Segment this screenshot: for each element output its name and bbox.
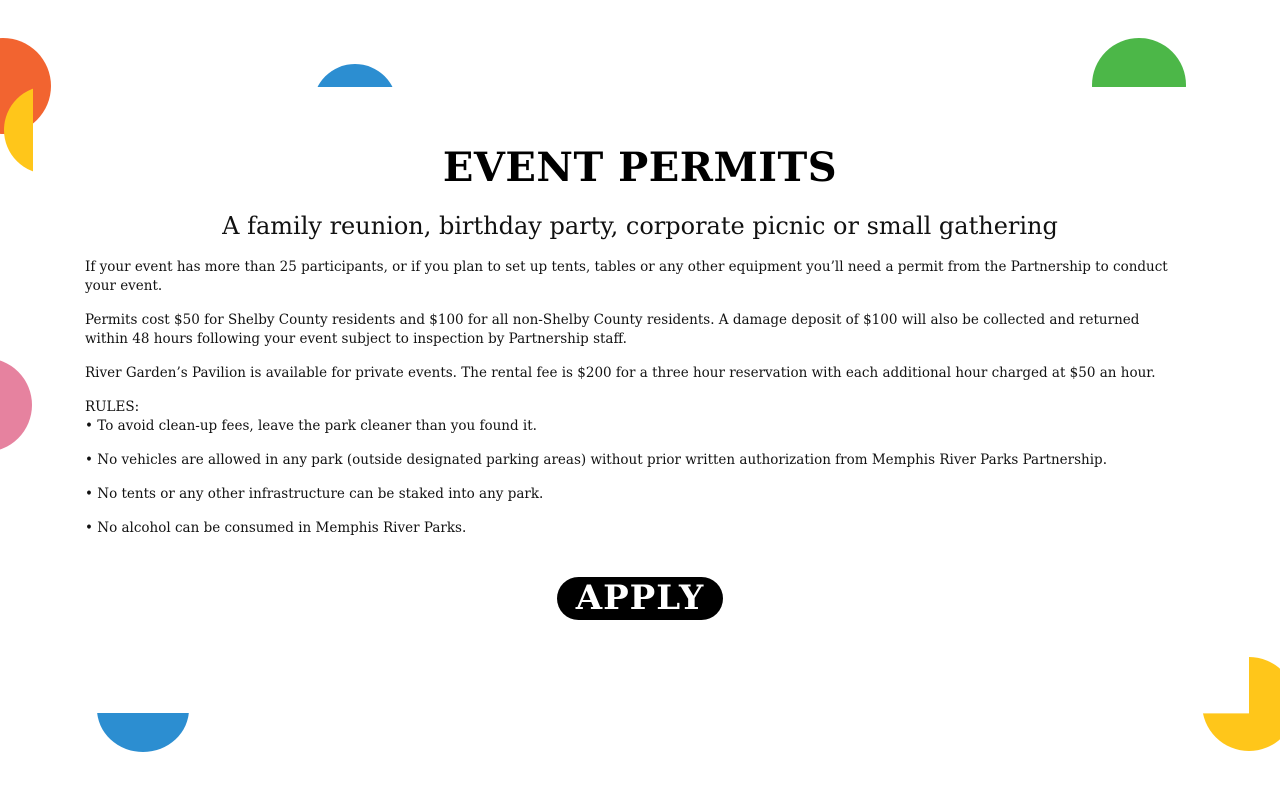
decorative-blue-semicircle-bottom bbox=[97, 666, 189, 752]
pavilion-paragraph: River Garden’s Pavilion is available for private events. The rental fee is $200 for a three hour reservation with each additional hour charged at $50 an hour. bbox=[85, 365, 1156, 381]
rule-item: • To avoid clean-up fees, leave the park cleaner than you found it. bbox=[85, 418, 537, 434]
rule-item: • No vehicles are allowed in any park (outside designated parking areas) without prior written authorization from Memphis River Parks Partnership. bbox=[85, 452, 1107, 468]
permit-info bbox=[85, 258, 1185, 553]
page-title: EVENT PERMITS bbox=[442, 144, 838, 191]
participants-paragraph: If your event has more than 25 participants, or if you plan to set up tents, tables or any other equipment you’ll need a permit from the Partnership to conduct your event. bbox=[85, 259, 1168, 294]
rules-heading: RULES: bbox=[85, 399, 140, 415]
rule-item: • No tents or any other infrastructure can be staked into any park. bbox=[85, 486, 544, 502]
decorative-pink-semicircle bbox=[0, 358, 32, 452]
decorative-blue-semicircle-top bbox=[313, 64, 397, 148]
decorative-green-semicircle bbox=[1092, 38, 1186, 132]
rules-list bbox=[85, 417, 1185, 538]
apply-button[interactable]: APPLY bbox=[557, 577, 723, 620]
rule-item: • No alcohol can be consumed in Memphis River Parks. bbox=[85, 520, 467, 536]
permit-cost-paragraph: Permits cost $50 for Shelby County residents and $100 for all non-Shelby County residents. A damage deposit of $100 will also be collected and returned within 48 hours following your event subject to inspection by Partnership staff. bbox=[85, 312, 1140, 347]
page-subtitle: A family reunion, birthday party, corporate picnic or small gathering bbox=[222, 212, 1058, 240]
decorative-yellow-three-quarter-circle bbox=[1202, 657, 1280, 751]
